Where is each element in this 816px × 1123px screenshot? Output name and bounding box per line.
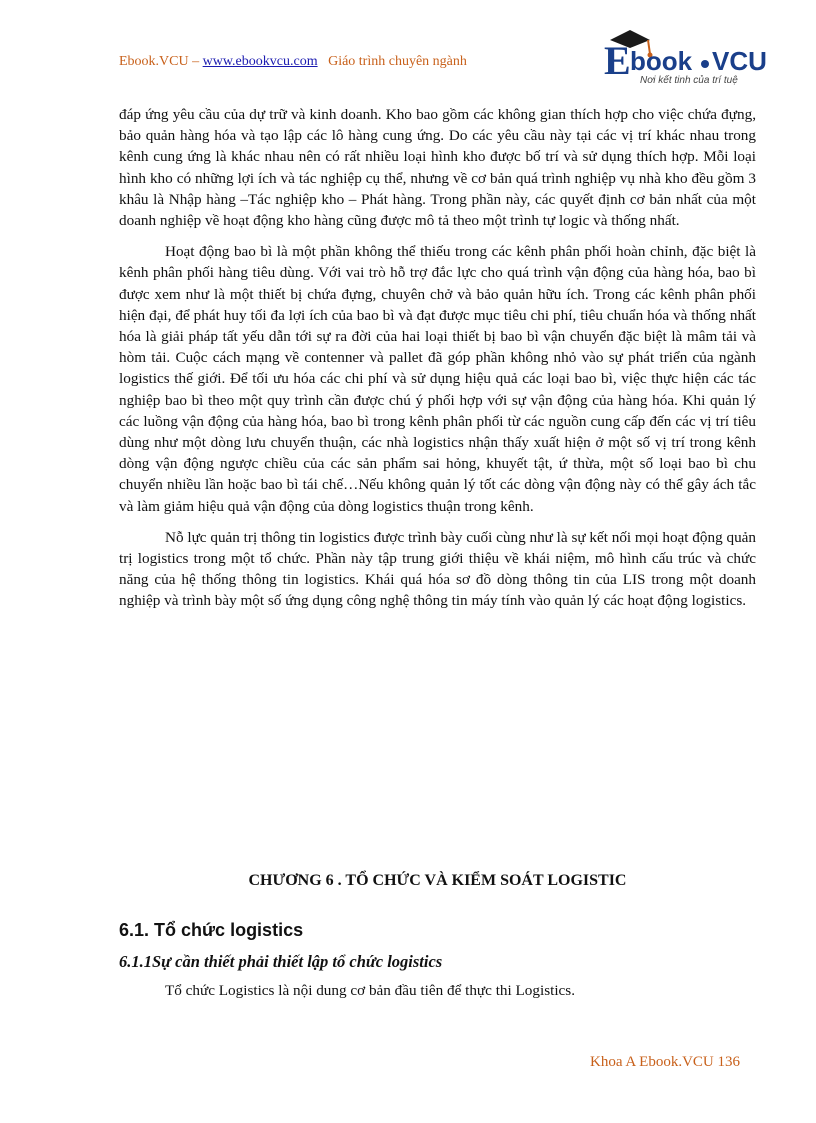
header-separator: –	[188, 54, 203, 69]
section-title: 6.1. Tổ chức logistics	[119, 920, 304, 940]
page-header	[119, 54, 467, 70]
logo-subtitle: Nơi kết tinh của trí tuệ	[640, 75, 738, 86]
header-brand: Ebook.VCU	[119, 54, 189, 69]
page-footer: Khoa A Ebook.VCU 136	[590, 1054, 740, 1070]
paragraph: Tổ chức Logistics là nội dung cơ bản đầu tiên để thực thi Logistics.	[165, 982, 576, 999]
svg-text:E: E	[604, 38, 631, 83]
header-url-link[interactable]: www.ebookvcu.com	[202, 54, 318, 69]
chapter-title: CHƯƠNG 6 . TỔ CHỨC VÀ KIỂM SOÁT LOGISTIC	[248, 872, 627, 889]
svg-text:book: book	[630, 46, 693, 76]
body-text	[119, 104, 756, 622]
paragraph: đáp ứng yêu cầu của dự trữ và kinh doanh. Kho bao gồm các không gian thích hợp cho việc chứa đựng, bảo quản hàng hóa và tạo lập các lô hàng cung ứng. Do các yêu cầu này tại các vị trí khác nhau trong kênh cung ứng là khác nhau nên có rất nhiều loại hình kho được bố trí và sử dụng thích hợp. Mỗi loại hình kho có những lợi ích và tác nghiệp cụ thể, nhưng về cơ bản quá trình nghiệp vụ nhà kho đều gồm 3 khâu là Nhập hàng –Tác nghiệp kho – Phát hàng. Trong phần này, các quyết định cơ bản nhất của một doanh nghiệp về hoạt động kho hàng cũng được mô tả theo một trình tự logic và thống nhất.	[119, 106, 756, 230]
paragraph: Hoạt động bao bì là một phần không thể thiếu trong các kênh phân phối hoàn chỉnh, đặc biệt là kênh phân phối hàng tiêu dùng. Với vai trò hỗ trợ đắc lực cho quá trình vận động của hàng hóa, bao bì được xem như là một thiết bị chứa đựng, chuyên chở và bảo quản hữu ích. Trong các kênh phân phối hiện đại, để phát huy tối đa lợi ích của bao bì và đạt được mục tiêu chi phí, tiêu chuẩn hóa và thống nhất hóa là giải pháp tất yếu dẫn tới sự ra đời của hai loại thiết bị bao bì vận chuyển đặc biệt là mâm tải và hòm tải. Cuộc cách mạng về contenner và pallet đã góp phần không nhỏ vào sự phát triển của ngành logistics thế giới. Để tối ưu hóa các chi phí và sử dụng hiệu quả các loại bao bì, việc thực hiện các tác nghiệp bao bì theo một quy trình cần được chú ý phối hợp với sự vận động của hàng hóa. Khi quản lý các luồng vận động của hàng hóa, bao bì trong kênh phân phối từ các nguồn cung cấp đến các vị trí tiêu dùng như một dòng lưu chuyển thuận, các nhà logistics nhận thấy xuất hiện ở một số vị trí trong kênh dòng vận động ngược chiều của các sản phẩm sai hỏng, khuyết tật, ứ thừa, một số loại bao bì chu chuyển nhiều lần hoặc bao bì tái chế…Nếu không quản lý tốt các dòng vận động này có thể gây ách tắc và làm giảm hiệu quả vận động của dòng logistics thuận trong kênh.	[119, 243, 756, 515]
paragraph: Nỗ lực quản trị thông tin logistics được trình bày cuối cùng như là sự kết nối mọi hoạt động quản trị logistics trong một tổ chức. Phần này tập trung giới thiệu về khái niệm, mô hình cấu trúc và chức năng của hệ thống thông tin logistics. Khái quá hóa sơ đồ dòng thông tin của LIS trong một doanh nghiệp và trình bày một số ứng dụng công nghệ thông tin máy tính vào quản lý các hoạt động logistics.	[119, 528, 756, 610]
svg-text:VCU: VCU	[712, 46, 767, 76]
ebook-vcu-logo	[600, 18, 775, 98]
subsection-title: 6.1.1Sự cần thiết phải thiết lập tổ chức logistics	[119, 952, 443, 971]
header-tagline: Giáo trình chuyên ngành	[328, 54, 467, 69]
